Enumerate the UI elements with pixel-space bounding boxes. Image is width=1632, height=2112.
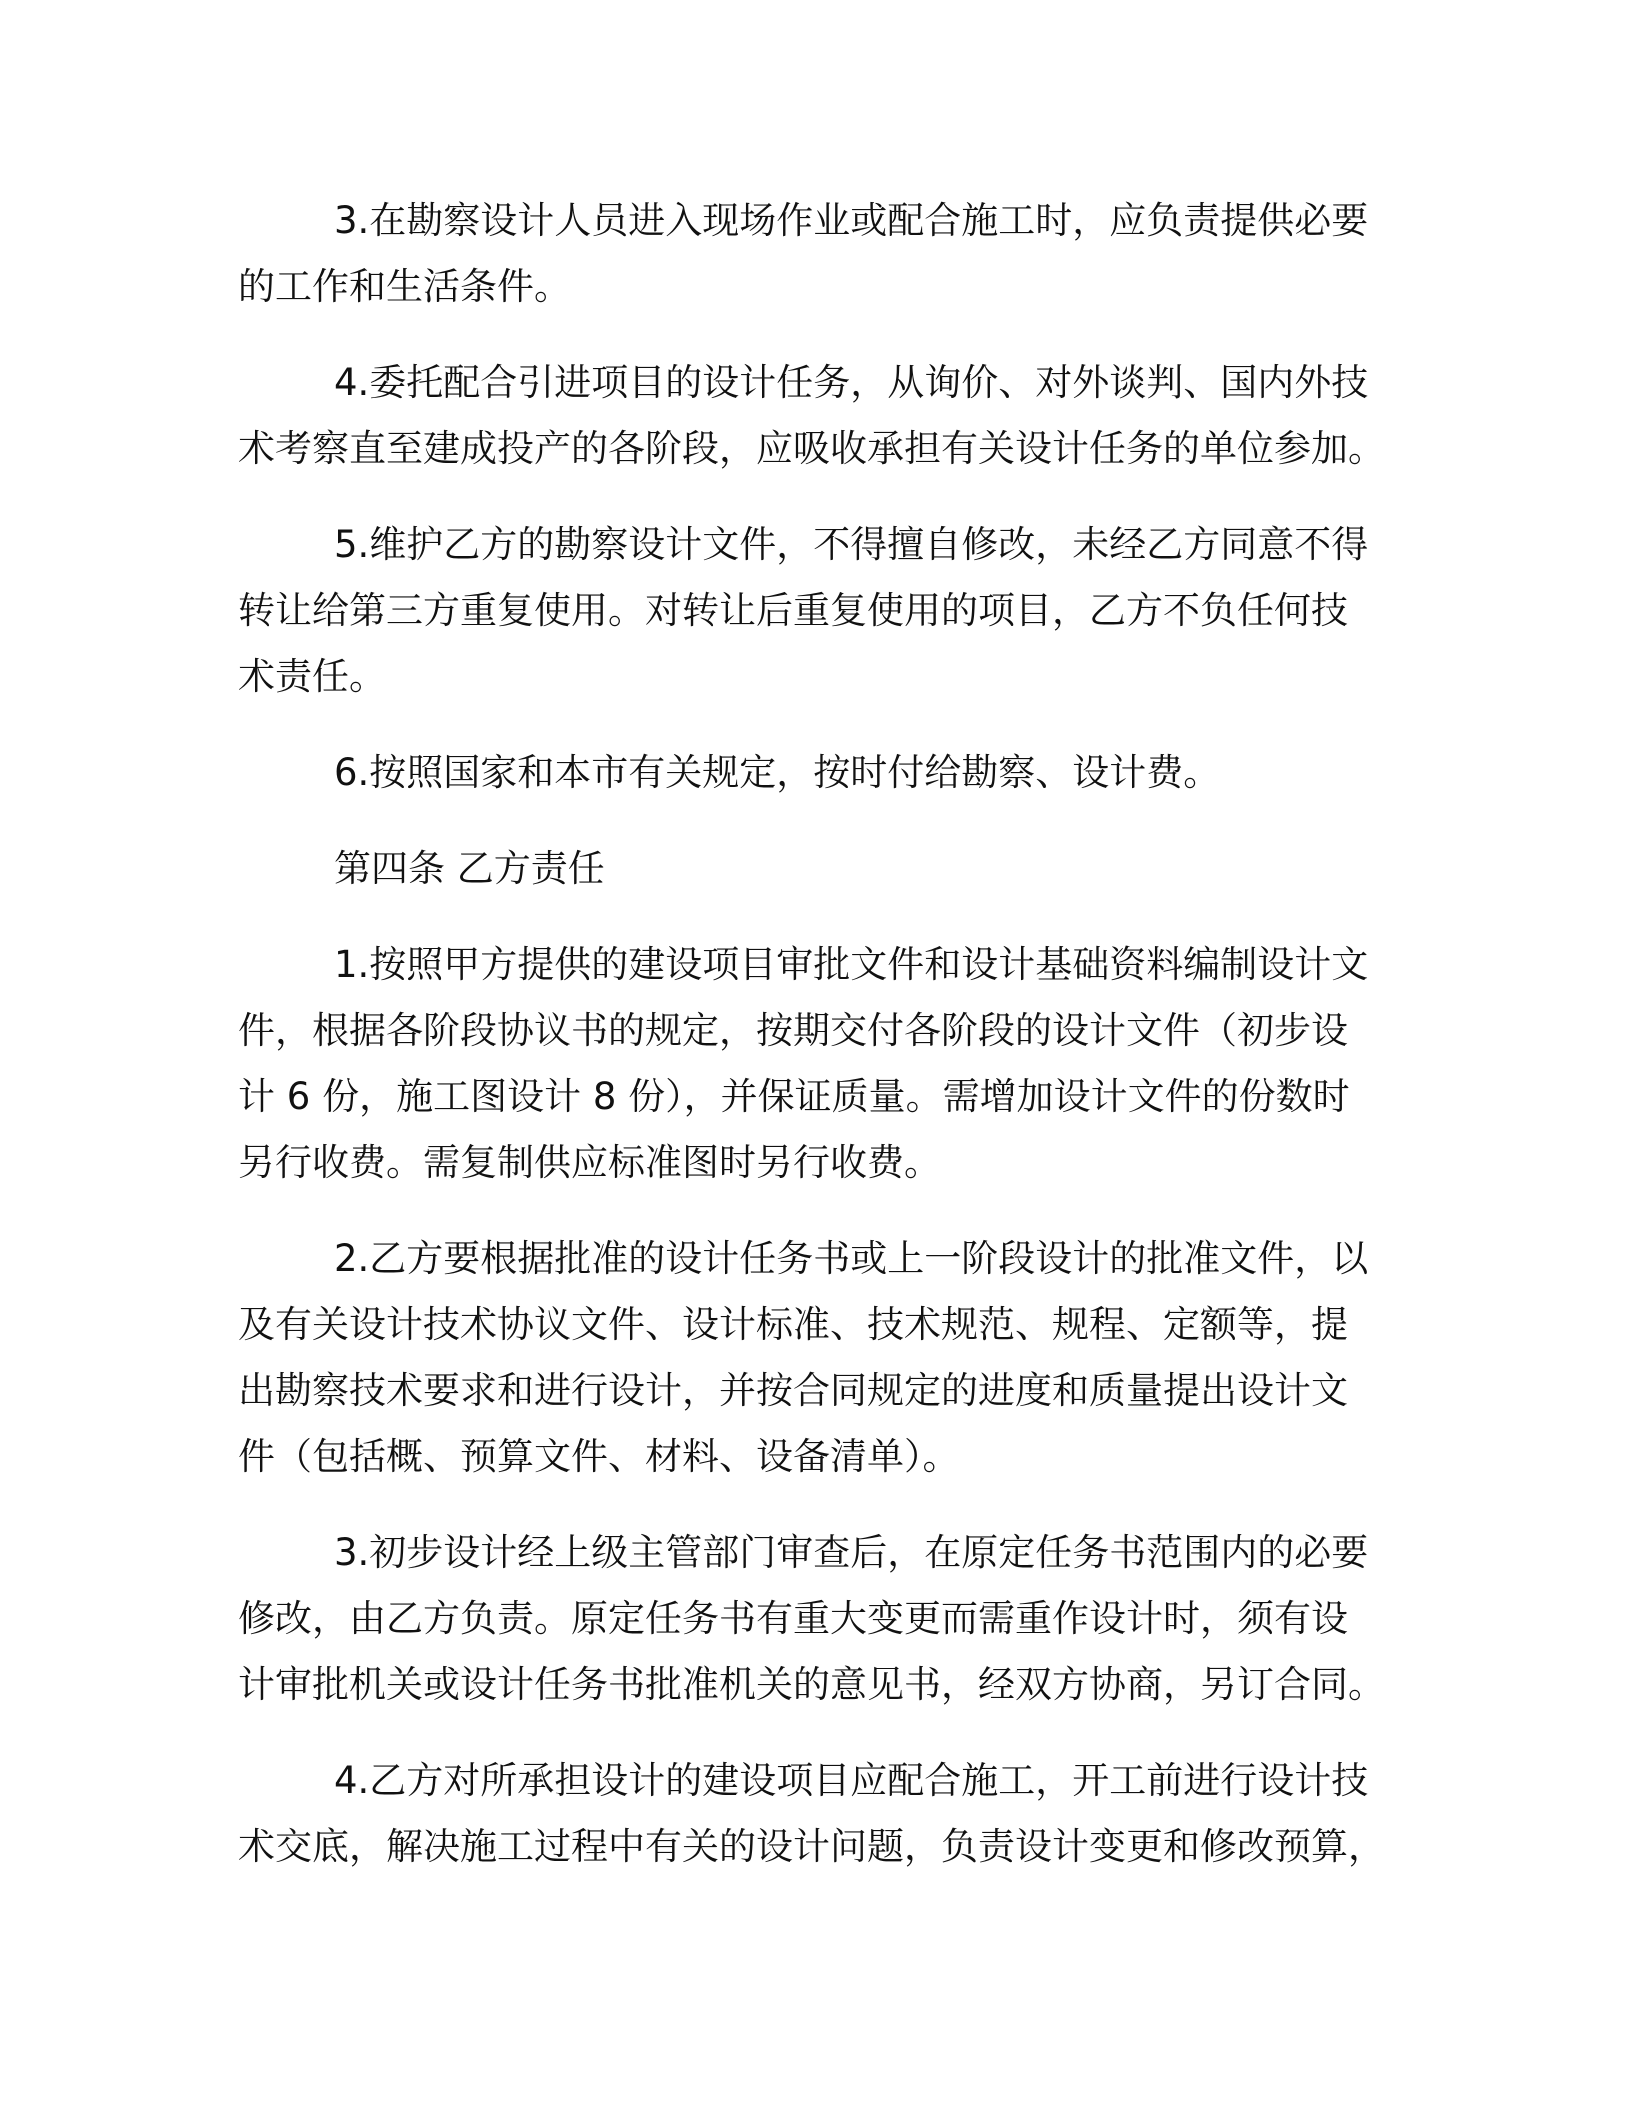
paragraph-line: 5.维护乙方的勘察设计文件，不得擅自修改，未经乙方同意不得 <box>334 523 1369 566</box>
paragraph-line: 6.按照国家和本市有关规定，按时付给勘察、设计费。 <box>334 751 1221 794</box>
paragraph-line: 1.按照甲方提供的建设项目审批文件和设计基础资料编制设计文 <box>334 943 1369 986</box>
paragraph <box>238 932 1370 1196</box>
paragraph-line: 出勘察技术要求和进行设计，并按合同规定的进度和质量提出设计文 <box>238 1369 1348 1412</box>
paragraph-line: 的工作和生活条件。 <box>238 265 571 308</box>
paragraph <box>238 188 1370 320</box>
paragraph-line: 2.乙方要根据批准的设计任务书或上一阶段设计的批准文件，以 <box>334 1237 1369 1280</box>
paragraph-line: 及有关设计技术协议文件、设计标准、技术规范、规程、定额等，提 <box>238 1303 1348 1346</box>
paragraph-line: 另行收费。需复制供应标准图时另行收费。 <box>238 1141 941 1184</box>
paragraph-line: 3.初步设计经上级主管部门审查后，在原定任务书范围内的必要 <box>334 1531 1369 1574</box>
paragraph <box>238 512 1370 710</box>
paragraph-line: 计 6 份，施工图设计 8 份），并保证质量。需增加设计文件的份数时 <box>238 1075 1350 1118</box>
paragraph-line: 4.委托配合引进项目的设计任务，从询价、对外谈判、国内外技 <box>334 361 1369 404</box>
paragraph <box>238 1226 1370 1490</box>
paragraph-line: 件，根据各阶段协议书的规定，按期交付各阶段的设计文件（初步设 <box>238 1009 1348 1052</box>
section-heading-text: 第四条 乙方责任 <box>334 847 605 890</box>
paragraph-line: 术考察直至建成投产的各阶段，应吸收承担有关设计任务的单位参加。 <box>238 427 1385 470</box>
paragraph-line: 术交底，解决施工过程中有关的设计问题，负责设计变更和修改预算， <box>238 1825 1385 1868</box>
paragraph-line: 转让给第三方重复使用。对转让后重复使用的项目，乙方不负任何技 <box>238 589 1348 632</box>
paragraph-line: 件（包括概、预算文件、材料、设备清单）。 <box>238 1435 960 1478</box>
document-page <box>238 188 1385 1910</box>
section-heading <box>238 836 1370 902</box>
paragraph-line: 术责任。 <box>238 655 386 698</box>
paragraph-line: 修改，由乙方负责。原定任务书有重大变更而需重作设计时，须有设 <box>238 1597 1348 1640</box>
paragraph <box>238 1520 1385 1718</box>
paragraph <box>238 350 1385 482</box>
paragraph-line: 4.乙方对所承担设计的建设项目应配合施工，开工前进行设计技 <box>334 1759 1369 1802</box>
paragraph <box>238 1748 1385 1880</box>
paragraph <box>238 740 1370 806</box>
paragraph-line: 计审批机关或设计任务书批准机关的意见书，经双方协商，另订合同。 <box>238 1663 1385 1706</box>
paragraph-line: 3.在勘察设计人员进入现场作业或配合施工时，应负责提供必要 <box>334 199 1369 242</box>
